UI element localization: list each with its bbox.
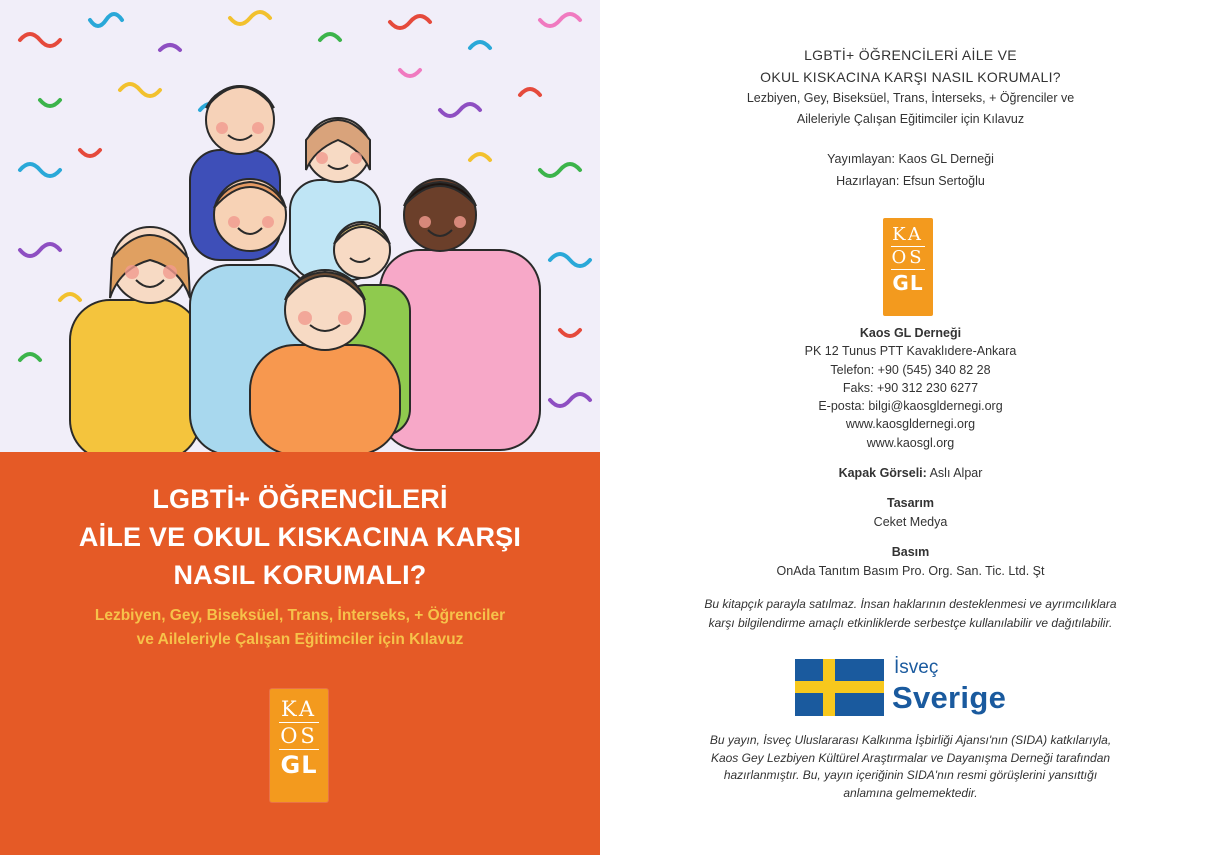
note-line: Bu kitapçık parayla satılmaz. İnsan haklarının desteklenmesi ve ayrımcılıklara [704, 597, 1117, 611]
org-phone: Telefon: +90 (545) 340 82 28 [830, 362, 991, 377]
credit-value: Aslı Alpar [926, 466, 983, 480]
logo-line: KA [280, 697, 317, 721]
note-line: karşı bilgilendirme amaçlı etkinliklerde serbestçe kullanılabilir ve dağıtılabilir. [708, 616, 1113, 630]
book-cover [0, 0, 600, 855]
kaos-gl-logo [270, 689, 328, 802]
confetti-squiggle [560, 330, 580, 336]
cover-title-line: AİLE VE OKUL KISKACINA KARŞI [78, 522, 522, 552]
inner-subtitle-line: Aileleriyle Çalışan Eğitimciler için Kılavuz [796, 112, 1025, 126]
confetti-squiggle [470, 154, 490, 160]
logo-line: KA [892, 224, 924, 245]
prepared-by: Hazırlayan: Efsun Sertoğlu [836, 174, 985, 188]
confetti-squiggle [550, 394, 590, 406]
confetti-squiggle [90, 14, 122, 26]
sweden-sponsor-logo [795, 659, 1025, 717]
cover-title [0, 480, 600, 594]
confetti-squiggle [440, 104, 480, 116]
cover-title-line: NASIL KORUMALI? [173, 560, 427, 590]
org-website: www.kaosgl.org [866, 435, 955, 450]
inner-title [600, 44, 1221, 88]
print-value: OnAda Tanıtım Basım Pro. Org. San. Tic. Ltd. Şt [776, 564, 1045, 578]
confetti-squiggle [20, 34, 60, 46]
sida-disclaimer [600, 732, 1221, 802]
inner-subtitle-line: Lezbiyen, Gey, Biseksüel, Trans, İnterseks, + Öğrenciler ve [746, 91, 1075, 105]
publisher: Yayımlayan: Kaos GL Derneği [827, 152, 994, 166]
publication-info [600, 148, 1221, 192]
confetti-squiggle [80, 150, 100, 156]
confetti-squiggle [540, 14, 580, 26]
cover-subtitle [0, 604, 600, 652]
design-label: Tasarım [886, 496, 934, 510]
org-address: PK 12 Tunus PTT Kavaklıdere-Ankara [804, 344, 1017, 359]
cover-image-credit [600, 464, 1221, 483]
confetti-squiggle [540, 164, 580, 176]
confetti-squiggle [400, 70, 420, 76]
logo-line: OS [891, 247, 925, 268]
confetti-squiggle [320, 34, 340, 40]
design-value: Ceket Medya [873, 515, 948, 529]
cover-title-line: LGBTİ+ ÖĞRENCİLERİ [152, 484, 448, 514]
confetti-squiggle [40, 100, 60, 106]
inner-title-line: OKUL KISKACINA KARŞI NASIL KORUMALI? [760, 69, 1061, 85]
confetti-squiggle [550, 254, 590, 266]
disclaimer-line: Kaos Gey Lezbiyen Kültürel Araştırmalar ve Dayanışma Derneği tarafından [710, 750, 1111, 765]
confetti-squiggle [20, 354, 40, 360]
confetti-squiggle [470, 42, 490, 48]
cover-subtitle-line: Lezbiyen, Gey, Biseksüel, Trans, İnterseks, + Öğrenciler [94, 607, 506, 624]
distribution-note [600, 595, 1221, 633]
print-label: Basım [891, 545, 930, 559]
organization-contact [600, 324, 1221, 452]
logo-line: OS [280, 724, 318, 748]
logo-divider [891, 269, 925, 270]
confetti-squiggle [60, 294, 80, 300]
confetti-squiggle [20, 164, 60, 176]
swedish-flag-icon [795, 659, 884, 716]
disclaimer-line: anlamına gelmemektedir. [843, 785, 978, 800]
cover-text-area [0, 452, 600, 855]
group-of-children-illustration [0, 0, 600, 452]
cover-illustration [0, 0, 600, 452]
org-website: www.kaosgldernegi.org [845, 417, 976, 432]
org-email: E-posta: bilgi@kaosgldernegi.org [818, 399, 1003, 414]
credit-label: Kapak Görseli: [838, 466, 927, 480]
confetti-squiggle [390, 16, 430, 28]
logo-divider [279, 749, 319, 750]
sweden-label-sv: Sverige [892, 680, 1007, 715]
logo-line: GL [892, 271, 924, 295]
confetti-squiggle [230, 12, 270, 24]
inner-subtitle [600, 88, 1221, 130]
inner-title-line: LGBTİ+ ÖĞRENCİLERİ AİLE VE [804, 47, 1017, 63]
confetti-squiggle [120, 84, 160, 96]
sweden-label-tr: İsveç [894, 657, 939, 678]
cover-subtitle-line: ve Aileleriyle Çalışan Eğitimciler için Kılavuz [136, 631, 464, 648]
confetti-squiggle [160, 45, 180, 50]
confetti-squiggle [20, 244, 60, 256]
org-name: Kaos GL Derneği [859, 326, 962, 340]
kaos-gl-logo-inner [883, 218, 933, 316]
disclaimer-line: Bu yayın, İsveç Uluslararası Kalkınma İşbirliği Ajansı'nın (SIDA) katkılarıyla, [709, 733, 1112, 747]
inner-page [600, 0, 1221, 855]
org-fax: Faks: +90 312 230 6277 [842, 380, 979, 395]
logo-divider [279, 722, 319, 723]
confetti-squiggle [520, 89, 540, 95]
disclaimer-line: hazırlanmıştır. Bu, yayın içeriğinin SIDA'nın resmi görüşlerini yansıttığı [723, 768, 1098, 782]
credits [600, 464, 1221, 581]
logo-line: GL [280, 751, 318, 779]
